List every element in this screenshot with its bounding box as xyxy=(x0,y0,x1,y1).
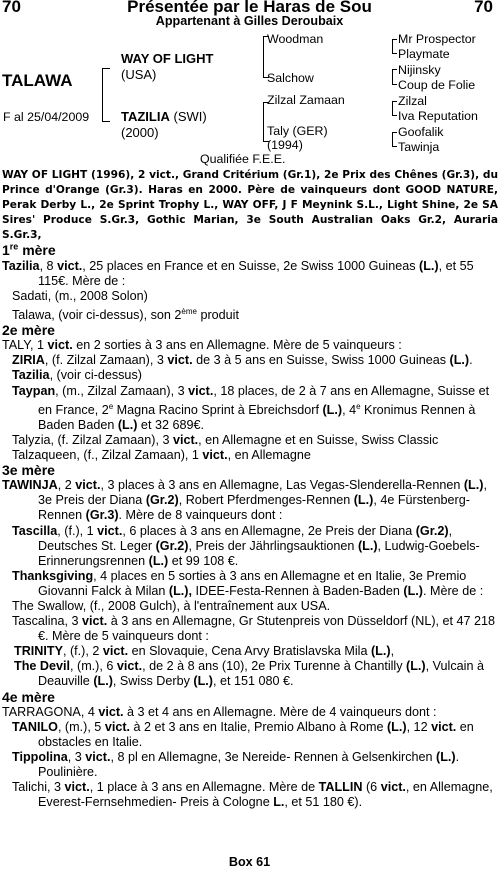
dam-year: (2000) xyxy=(121,125,159,140)
horse-name: TALAWA xyxy=(2,71,73,90)
g4-nijinsky: Nijinsky xyxy=(398,63,441,77)
entry-the-swallow: The Swallow, (f., 2008 Gulch), à l'entraînement aux USA. xyxy=(12,599,331,613)
bracket-main xyxy=(102,68,110,122)
entry-ziria: ZIRIA, (f. Zilzal Zamaan), 3 vict. de 3 à 5 ans en Suisse, Swiss 1000 Guineas (L.). xyxy=(12,353,473,368)
sire-paragraph: WAY OF LIGHT (1996), 2 vict., Grand Critérium (Gr.1), 2e Prix des Chênes (Gr.3), du Prince d'Orange (Gr.3). Haras en 2000. Père de vainqueurs dont GOOD NATURE, Perak Derby L., 2e Sprint Trophy L., WAY OFF, J F Meynink S.L., Light Shine, 2e SA Sires' Produce S.Gr.3, Gothic Marian, 3e South Australian Oaks Gr.2, Auraria S.Gr.3, xyxy=(2,169,498,242)
entry-thanksgiving: Thanksgiving, 4 places en 5 sorties à 3 ans en Allemagne et en Italie, 3e Premio Giovanni Falck à Milan (L.), IDEE-Festa-Rennen à Baden-Baden (L.). Mère de : xyxy=(12,568,484,598)
sex-dob: F al 25/04/2009 xyxy=(3,110,90,124)
entry-taypan: Taypan, (m., Zilzal Zamaan), 3 vict., 18 places, de 2 à 7 ans en Allemagne, Suisse et en France, 2e Magna Racino Sprint à Ebreichsdorf (L.), 4e Kronimus Rennen à Baden Baden (L.) et 32 689€. xyxy=(12,383,490,432)
entry-taly: TALY, 1 vict. en 2 sorties à 3 ans en Allemagne. Mère de 5 vainqueurs : xyxy=(2,338,402,353)
entry-trinity: TRINITY, (f.), 2 vict. en Slovaquie, Cena Arvy Bratislavska Mila (L.), xyxy=(14,644,395,659)
dam-dam: Taly (GER) xyxy=(267,124,328,138)
entry-tarragona: TARRAGONA, 4 vict. à 3 et 4 ans en Allemagne. Mère de 4 vainqueurs dont : xyxy=(2,704,437,719)
entry-talawa: Talawa, (voir ci-dessus), son 2ème produit xyxy=(12,306,239,323)
bracket-g4-4 xyxy=(392,132,397,147)
entry-tascalina: Tascalina, 3 vict. à 3 ans en Allemagne, Gr Stutenpreis von Düsseldorf (NL), et 47 218 €. Mère de 5 vainqueurs dont : xyxy=(12,614,496,644)
sire-sire: Woodman xyxy=(267,32,324,46)
entry-talichi: Talichi, 3 vict., 1 place à 3 ans en Allemagne. Mère de TALLIN (6 vict., en Allemagne, Everest-Fernsehmedien- Preis à Cologne L., et 51 180 €). xyxy=(12,780,493,810)
sire-origin: (USA) xyxy=(121,67,157,82)
g4-playmate: Playmate xyxy=(398,47,450,61)
g4-goofalik: Goofalik xyxy=(398,125,444,139)
page-title: Présentée par le Haras de Sou xyxy=(127,0,372,16)
section-3e-mere: 3e mère xyxy=(2,462,55,479)
pedigree-chart xyxy=(0,30,499,158)
bracket-g4-2 xyxy=(392,69,397,85)
entry-tawinja: TAWINJA, 2 vict., 3 places à 3 ans en Allemagne, Las Vegas-Slenderella-Rennen (L.), 3e Preis der Diana (Gr.2), Robert Pferdmenges-Rennen (L.), 4e Fürstenberg-Rennen (Gr.3). Mère de 8 vainqueurs dont : xyxy=(2,478,487,523)
g4-tawinja: Tawinja xyxy=(398,140,440,154)
qualification: Qualifiée F.E.E. xyxy=(200,152,286,166)
catalogue-text xyxy=(2,168,498,810)
box-number: Box 61 xyxy=(228,854,271,869)
entry-talzaqueen: Talzaqueen, (f., Zilzal Zamaan), 1 vict., en Allemagne xyxy=(12,448,311,463)
dam-name: TAZILIA xyxy=(121,109,170,124)
owner-line: Appartenant à Gilles Deroubaix xyxy=(155,14,344,28)
dam-sire: Zilzal Zamaan xyxy=(267,93,345,107)
entry-tazilia-2: Tazilia, (voir ci-dessus) xyxy=(12,368,142,383)
dam-dam-year: (1994) xyxy=(267,138,303,152)
entry-tascilla: Tascilla, (f.), 1 vict., 6 places à 3 ans en Allemagne, 2e Preis der Diana (Gr.2), Deutsches St. Leger (Gr.2), Preis der Jährlingsauktionen (L.), Ludwig-Goebels-Erinnerungsrennen (L.) et 99 108 €. xyxy=(12,523,480,568)
g4-zilzal: Zilzal xyxy=(398,94,427,108)
lot-number-right: 70 xyxy=(474,0,493,16)
entry-tanilo: TANILO, (m.), 5 vict. à 2 et 3 ans en Italie, Premio Albano à Rome (L.), 12 vict. en obstacles en Italie. xyxy=(12,719,474,749)
bracket-g4-1 xyxy=(392,39,397,54)
section-4e-mere: 4e mère xyxy=(2,688,55,705)
g4-coup-de-folie: Coup de Folie xyxy=(398,78,476,92)
sire-dam: Salchow xyxy=(267,71,314,85)
g4-iva-reputation: Iva Reputation xyxy=(398,109,478,123)
section-1re-mere: 1re mère xyxy=(2,241,56,259)
entry-sadati: Sadati, (m., 2008 Solon) xyxy=(12,288,148,303)
sire-name: WAY OF LIGHT xyxy=(121,51,214,66)
entry-talyzia: Talyzia, (f. Zilzal Zamaan), 3 vict., en Allemagne et en Suisse, Swiss Classic xyxy=(12,432,439,447)
entry-the-devil: The Devil, (m.), 6 vict., de 2 à 8 ans (10), 2e Prix Turenne à Chantilly (L.), Vulcain à Deauville (L.), Swiss Derby (L.), et 151 080 €. xyxy=(14,659,484,689)
lot-number-left: 70 xyxy=(2,0,21,16)
entry-tippolina: Tippolina, 3 vict., 8 pl en Allemagne, 3e Nereide- Rennen à Gelsenkirchen (L.). Poulinière. xyxy=(12,749,460,780)
bracket-g4-3 xyxy=(392,101,397,116)
entry-tazilia: Tazilia, 8 vict., 25 places en France et en Suisse, 2e Swiss 1000 Guineas (L.), et 55 115€. Mère de : xyxy=(2,258,474,288)
g4-mr-prospector: Mr Prospector xyxy=(398,32,476,46)
section-2e-mere: 2e mère xyxy=(2,322,55,339)
dam-origin: (SWI) xyxy=(173,109,207,124)
